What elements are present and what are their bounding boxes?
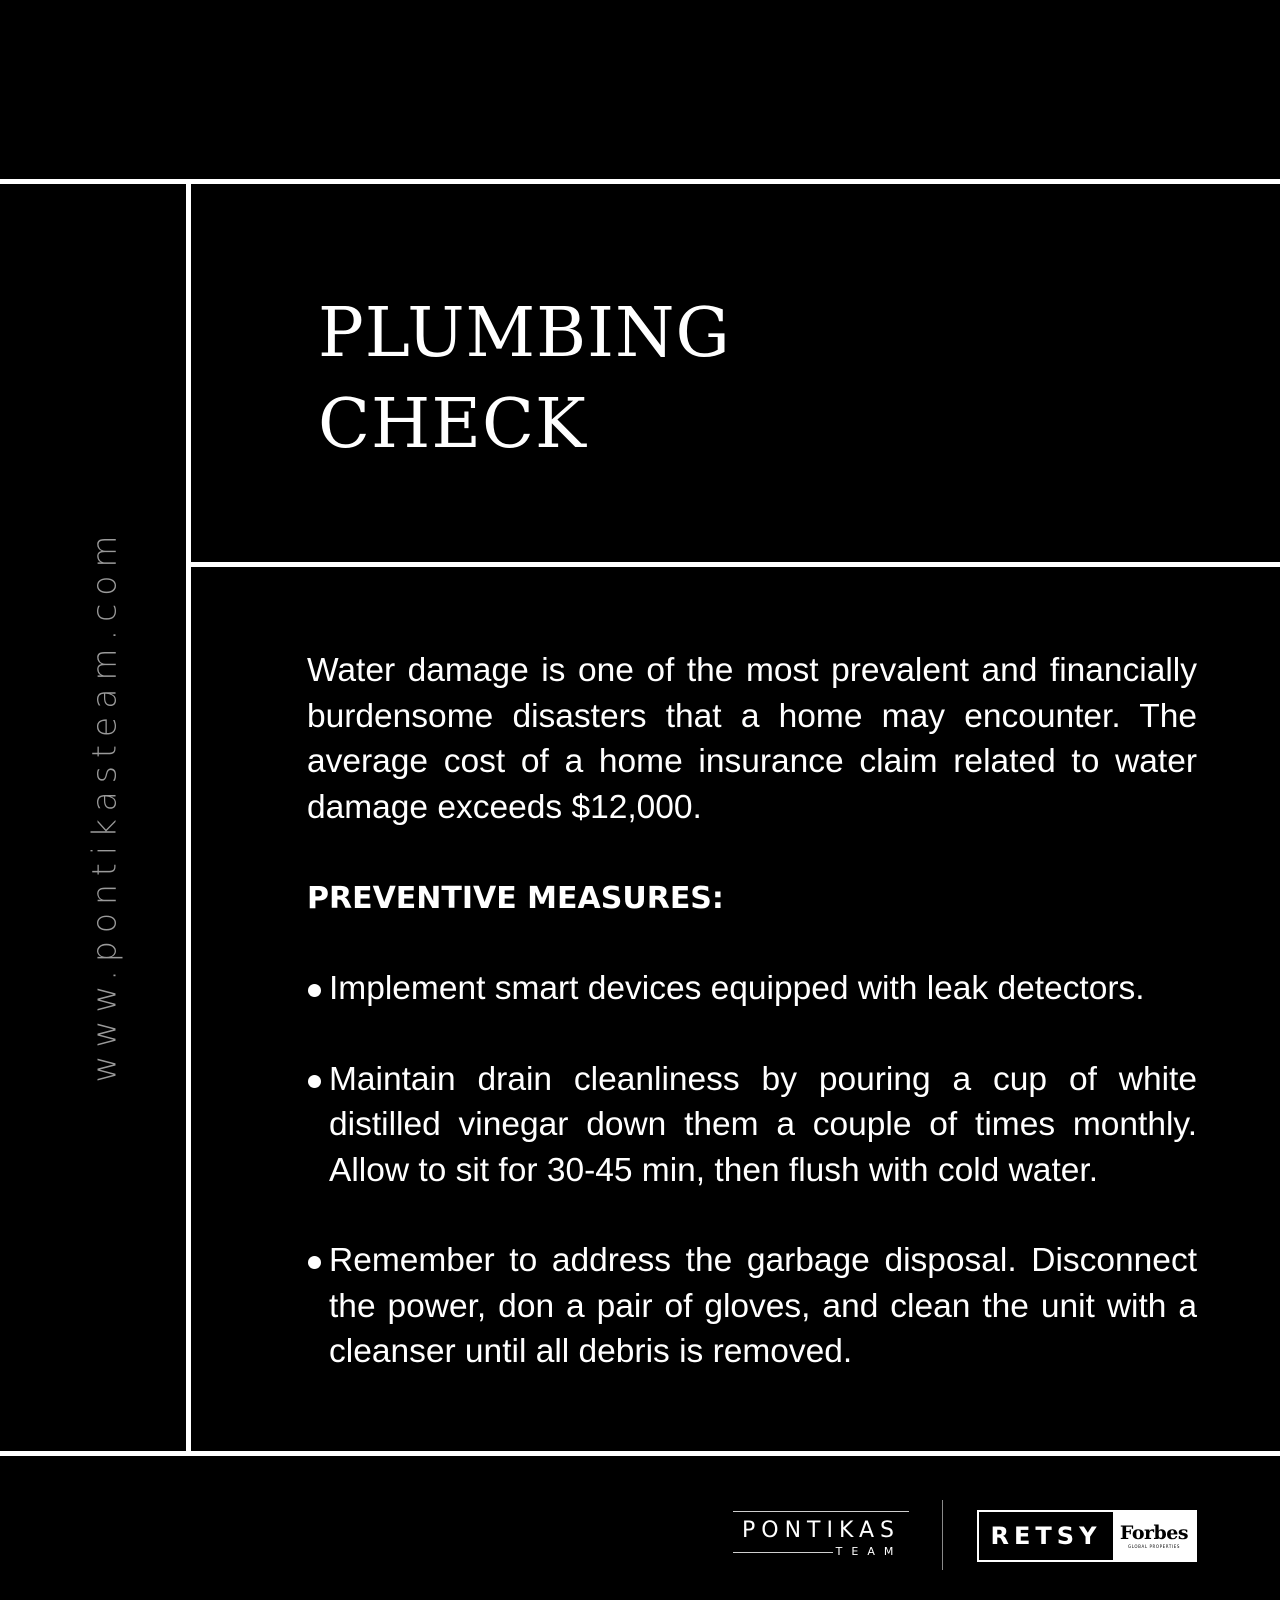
logo-rule-top [733, 1511, 909, 1512]
pontikas-logo-team: TEAM [835, 1545, 903, 1558]
pontikas-logo-name: PONTIKAS [741, 1518, 901, 1543]
forbes-logo-subtitle: GLOBAL PROPERTIES [1128, 1543, 1180, 1549]
logo-divider [942, 1500, 943, 1570]
measures-list [307, 966, 1197, 1375]
list-item [307, 1238, 1197, 1375]
website-url: www.pontikasteam.com [84, 527, 124, 1083]
bullet-icon [308, 1256, 321, 1269]
pontikas-team-logo [733, 1511, 909, 1576]
retsy-forbes-logo [977, 1510, 1197, 1562]
list-item [307, 1057, 1197, 1194]
title-line-1: PLUMBING [318, 294, 731, 373]
top-divider-line [0, 179, 1280, 184]
middle-divider-line [188, 562, 1280, 567]
forbes-logo [1113, 1512, 1195, 1560]
measures-heading: PREVENTIVE MEASURES: [307, 881, 724, 916]
measure-text: Implement smart devices equipped with leak detectors. [329, 970, 1145, 1007]
retsy-logo-text: RETSY [990, 1522, 1102, 1550]
footer [0, 1456, 1280, 1600]
list-item [307, 966, 1197, 1012]
title-line-2: CHECK [318, 385, 587, 464]
measure-text: Remember to address the garbage disposal. Disconnect the power, don a pair of gloves, and clean the unit with a cleanser until all debris is removed. [329, 1242, 1197, 1370]
page-title [318, 288, 731, 470]
left-vertical-divider-line [186, 179, 191, 1456]
content-block [307, 648, 1197, 1375]
logo-rule-bottom [733, 1552, 833, 1553]
bullet-icon [308, 984, 321, 997]
bullet-icon [308, 1075, 321, 1088]
forbes-logo-name: Forbes [1119, 1521, 1189, 1544]
intro-paragraph: Water damage is one of the most prevalent and financially burdensome disasters that a home may encounter. The average cost of a home insurance claim related to water damage exceeds $12,000. [307, 652, 1197, 826]
measure-text: Maintain drain cleanliness by pouring a cup of white distilled vinegar down them a couple of times monthly. Allow to sit for 30-45 min, then flush with cold water. [329, 1060, 1197, 1189]
